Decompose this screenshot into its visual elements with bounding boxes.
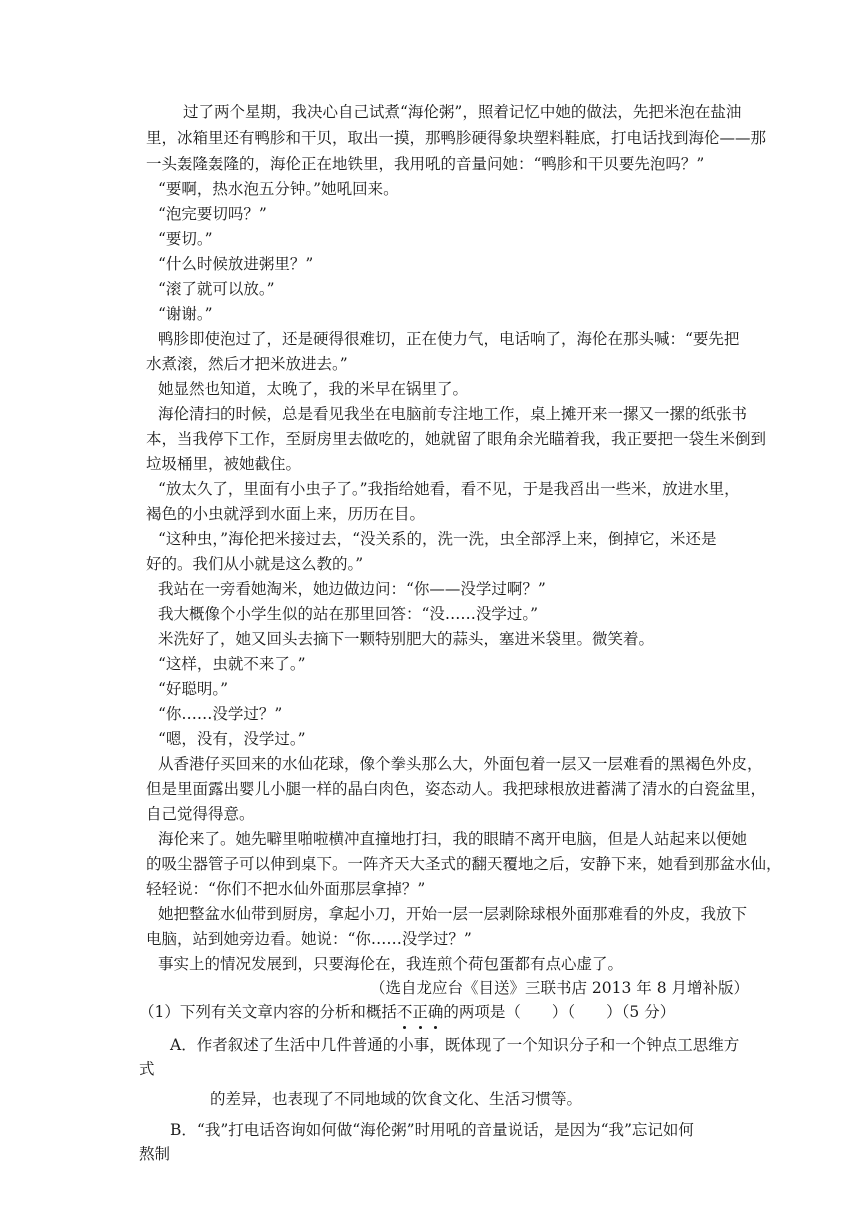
emphasis-dot <box>434 1026 437 1029</box>
emphasis-dot <box>419 1026 422 1029</box>
passage-line: “泡完要切吗？” <box>158 205 267 223</box>
passage-line: 她把整盆水仙带到厨房，拿起小刀，开始一层一层剥除球根外面那难看的外皮，我放下 <box>158 905 748 923</box>
passage-line: “这样，虫就不来了。” <box>158 655 306 673</box>
passage-line: “谢谢。” <box>158 305 213 323</box>
passage-line: “要啊，热水泡五分钟。”她吼回来。 <box>158 180 399 198</box>
passage-line: “嗯，没有，没学过。” <box>158 730 306 748</box>
passage-line: 我站在一旁看她淘米，她边做边问：“你——没学过啊？” <box>158 580 546 598</box>
passage-line: 电脑，站到她旁边看。她说：“你……没学过？” <box>146 930 472 948</box>
passage-line: 过了两个星期，我决心自己试煮“海伦粥”，照着记忆中她的做法，先把米泡在盐油 <box>183 103 742 121</box>
passage-line: 她显然也知道，太晚了，我的米早在锅里了。 <box>158 380 469 398</box>
passage-line: 水煮滚，然后才把米放进去。” <box>146 355 348 373</box>
option-b-line: 熬制 <box>139 1145 171 1163</box>
passage-line: “放太久了，里面有小虫子了。”我指给她看，看不见，于是我舀出一些米，放进水里， <box>158 480 740 498</box>
passage-line: 海伦来了。她先噼里啪啦横冲直撞地打扫，我的眼睛不离开电脑，但是人站起来以便她 <box>158 830 748 848</box>
option-a-line: A．作者叙述了生活中几件普通的小事，既体现了一个知识分子和一个钟点工思维方 <box>170 1036 740 1054</box>
option-b-line: B．“我”打电话咨询如何做“海伦粥”时用吼的音量说话，是因为“我”忘记如何 <box>170 1121 694 1139</box>
passage-line: 但是里面露出婴儿小腿一样的晶白肉色，姿态动人。我把球根放进蓄满了清水的白瓷盆里， <box>146 780 767 798</box>
passage-line: 海伦清扫的时候，总是看见我坐在电脑前专注地工作，桌上摊开来一摞又一摞的纸张书 <box>158 405 748 423</box>
passage-line: “要切。” <box>158 230 213 248</box>
passage-line: 自己觉得得意。 <box>146 805 255 823</box>
passage-line: 鸭胗即使泡过了，还是硬得很难切，正在使力气，电话响了，海伦在那头喊：“要先把 <box>158 330 740 348</box>
passage-line: 垃圾桶里，被她截住。 <box>146 455 302 473</box>
passage-line: 我大概像个小学生似的站在那里回答：“没……没学过。” <box>158 605 539 623</box>
passage-line: 轻轻说：“你们不把水仙外面那层拿掉？” <box>146 880 426 898</box>
passage-line: 褐色的小虫就浮到水面上来，历历在目。 <box>146 505 426 523</box>
question-prefix: （1）下列有关文章内容的分析和概括 <box>139 1003 397 1021</box>
emphasized-char: 确 <box>428 1001 444 1023</box>
option-a-line: 式 <box>139 1060 155 1078</box>
question-1 <box>139 1001 675 1023</box>
passage-line: 好的。我们从小就是这么教的。” <box>146 555 364 573</box>
option-a-line: 的差异，也表现了不同地域的饮食文化、生活习惯等。 <box>210 1090 583 1108</box>
source-citation: （选自龙应台《目送》三联书店 2013 年 8 月增补版） <box>370 979 750 997</box>
passage-line: “好聪明。” <box>158 680 229 698</box>
question-suffix: 的两项是（ ）（ ）（5 分） <box>443 1003 676 1021</box>
passage-line: 事实上的情况发展到，只要海伦在，我连煎个荷包蛋都有点心虚了。 <box>158 955 624 973</box>
passage-line: 从香港仔买回来的水仙花球，像个拳头那么大，外面包着一层又一层难看的黑褐色外皮， <box>158 755 763 773</box>
passage-line: 米洗好了，她又回头去摘下一颗特别肥大的蒜头，塞进米袋里。微笑着。 <box>158 630 655 648</box>
passage-line: 一头轰隆轰隆的，海伦正在地铁里，我用吼的音量问她：“鸭胗和干贝要先泡吗？” <box>146 155 705 173</box>
passage-line: 本，当我停下工作，至厨房里去做吃的，她就留了眼角余光瞄着我，我正要把一袋生米倒到 <box>146 430 767 448</box>
passage-line: “这种虫，”海伦把米接过去，“没关系的，洗一洗，虫全部浮上来，倒掉它，米还是 <box>158 530 717 548</box>
passage-line: “什么时候放进粥里？” <box>158 255 314 273</box>
passage-line: “滚了就可以放。” <box>158 280 275 298</box>
emphasis-dot <box>403 1026 406 1029</box>
emphasized-char: 正 <box>412 1001 428 1023</box>
passage-line: “你……没学过？” <box>158 705 283 723</box>
emphasized-char: 不 <box>397 1001 413 1023</box>
passage-line: 里，冰箱里还有鸭胗和干贝，取出一摸，那鸭胗硬得象块塑料鞋底，打电话找到海伦——那 <box>146 129 767 147</box>
passage-line: 的吸尘器管子可以伸到桌下。一阵齐天大圣式的翻天覆地之后，安静下来，她看到那盆水仙， <box>146 855 782 873</box>
